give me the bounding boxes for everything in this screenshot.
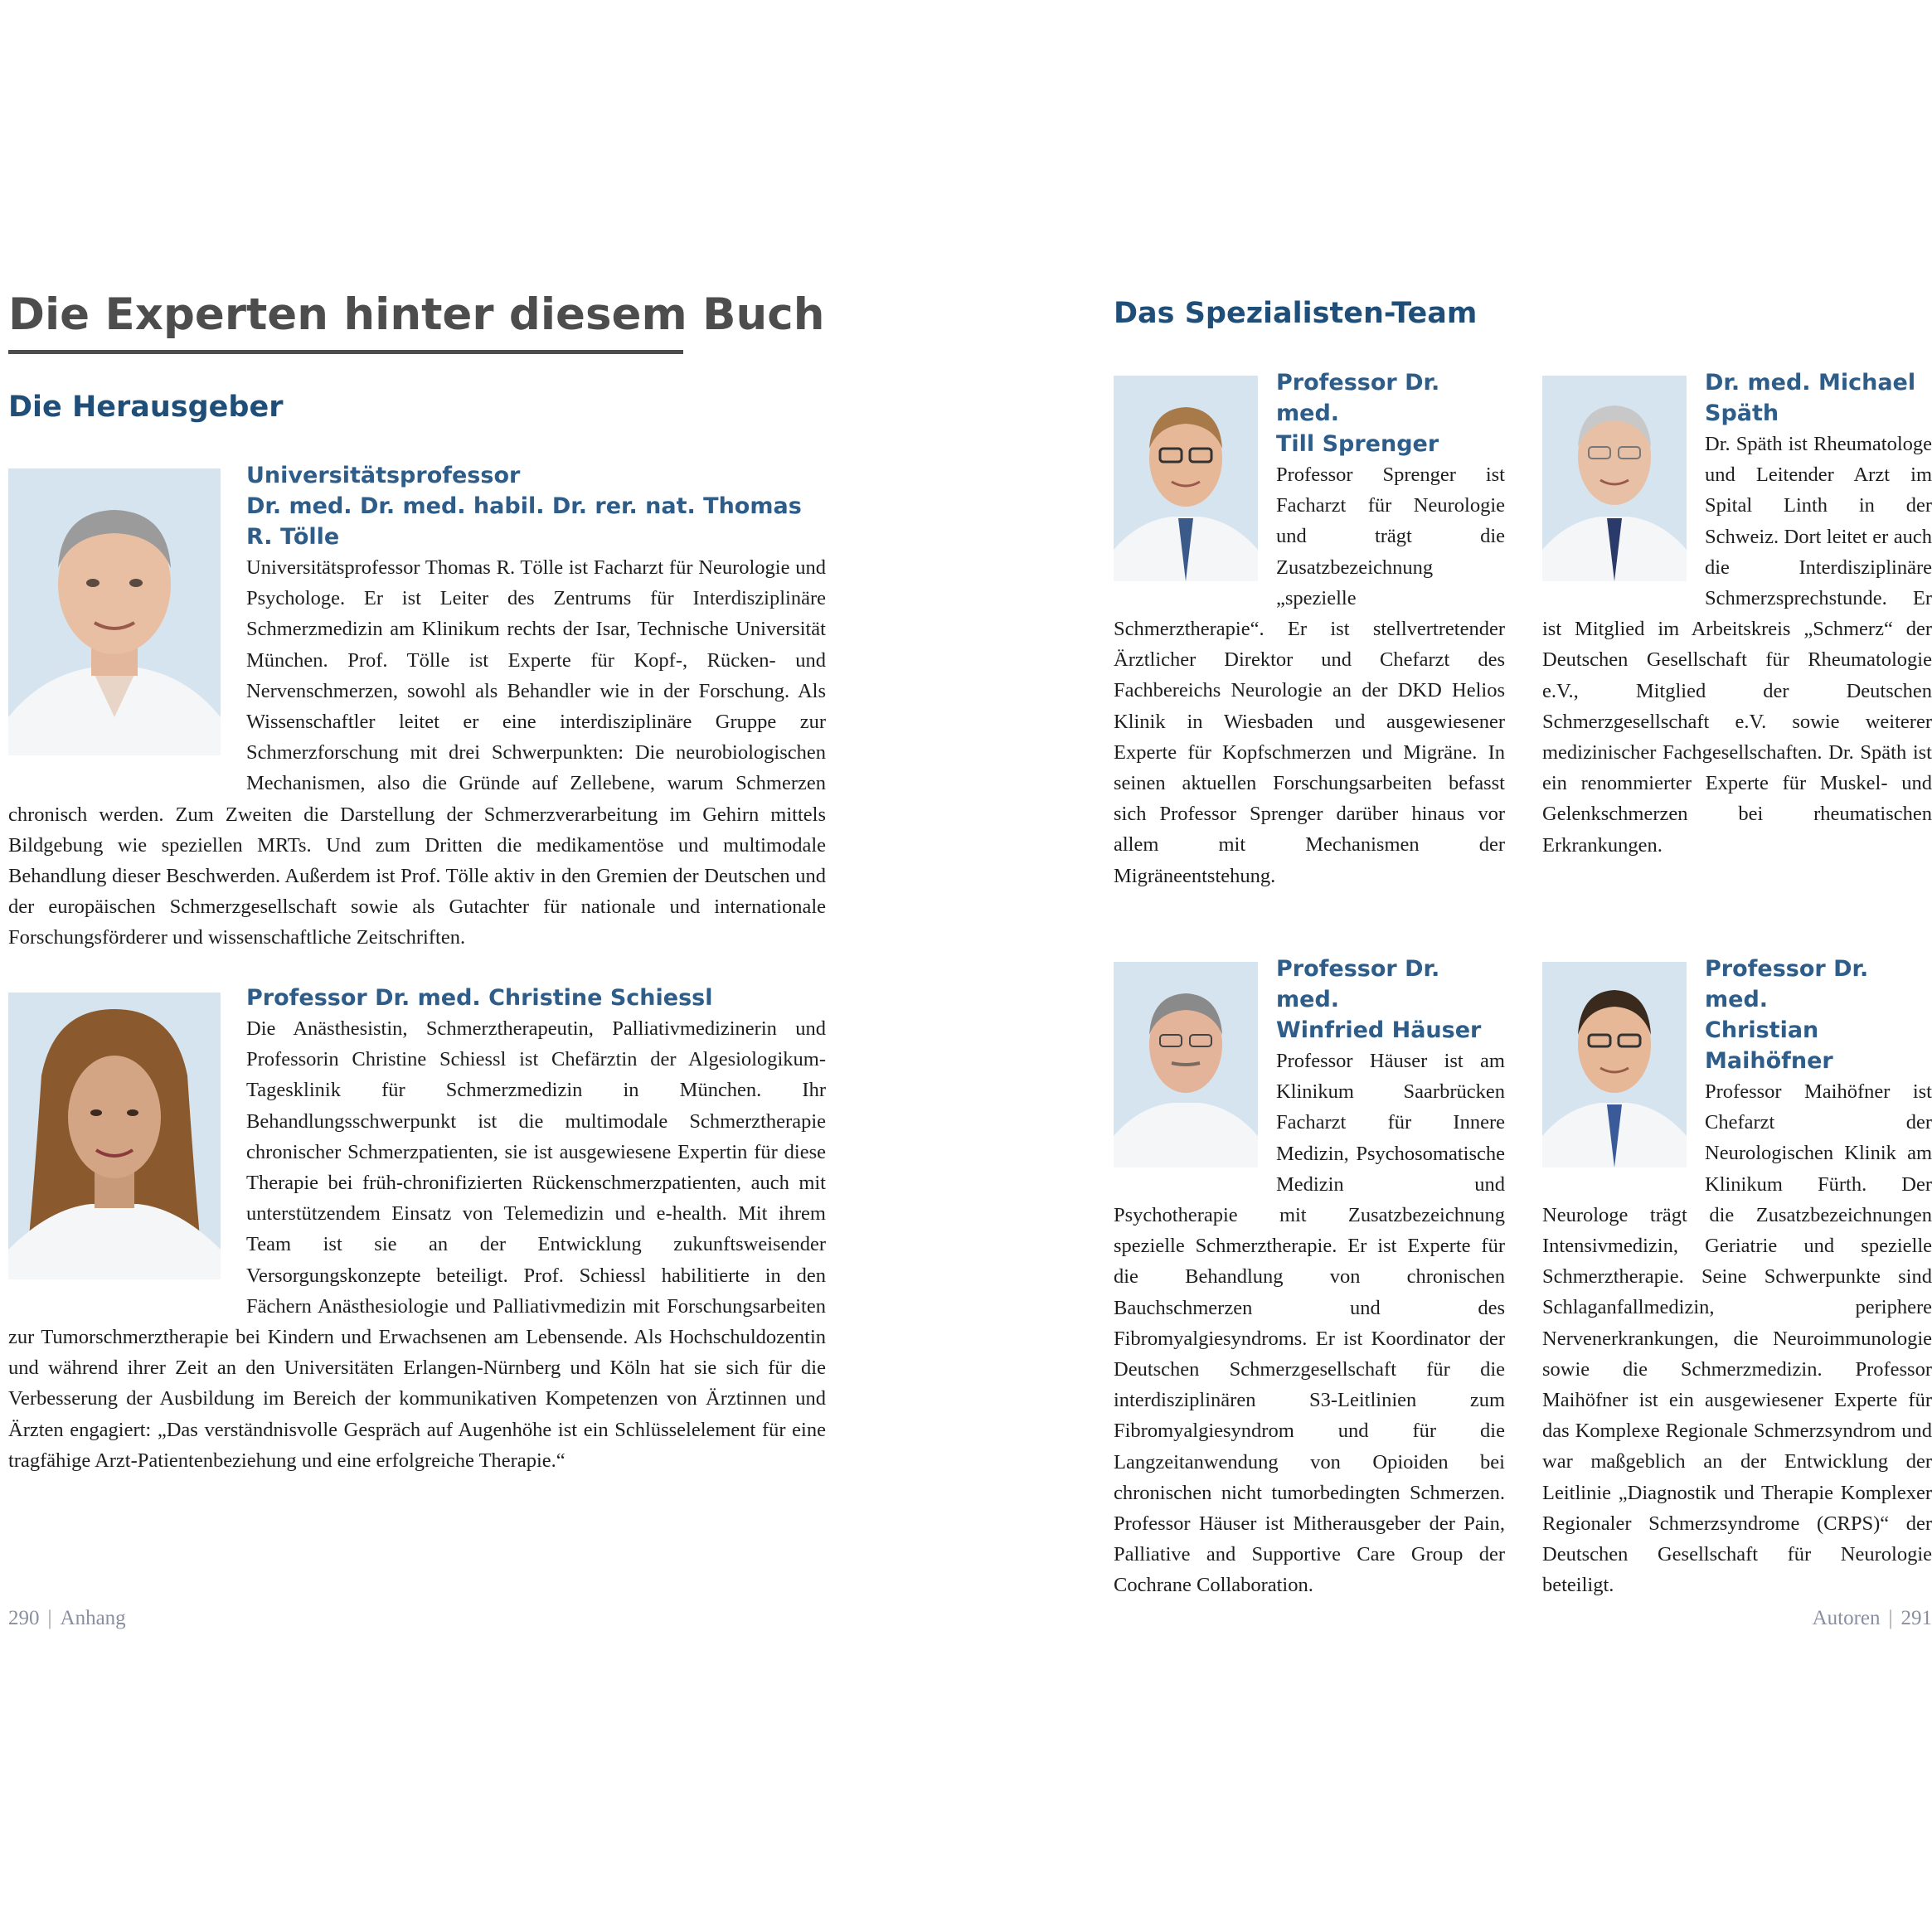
bio-till-sprenger xyxy=(1114,367,1505,891)
bio-text: Die Anästhesistin, Schmerztherapeutin, Palliativmedizinerin und Professorin Christine Schiessl ist Chefärztin der Algesiologikum-Tagesklinik für Schmerzmedizin in München. Ihr Behandlungsschwerpunkt ist die multimodale Schmerztherapie chronischer Schmerzpatienten, sie ist ausgewiesene Expertin für diese Therapie bei früh-chronifizierten Rückenschmerzpatienten, auch mit unterstützendem Einsatz von Telemedizin und e-health. Mit ihrem Team ist sie an der Entwicklung zukunftsweisender Versorgungskonzepte beteiligt. Prof. Schiessl habilitierte in den Fächern Anästhesiologie und Palliativmedizin mit Forschungsarbeiten zur Tumorschmerztherapie bei Kindern und Erwachsenen am Lebensende. Als Hochschuldozentin und während ihrer Zeit an den Universitäten Erlangen-Nürnberg und Köln hat sie sich für die Verbesserung der Ausbildung im Bereich der kommunikativen Kompetenzen von Ärztinnen und Ärzten engagiert: „Das verständnisvolle Gespräch auf Augenhöhe ist ein Schlüsselelement für eine tragfähige Arzt-Patientenbeziehung und eine erfolgreiche Therapie.“ xyxy=(8,1017,826,1472)
bio-thomas-toelle xyxy=(8,460,826,954)
footer-label: Anhang xyxy=(60,1607,126,1629)
footer-right: Autoren | 291 xyxy=(1812,1607,1932,1629)
footer-left: 290 | Anhang xyxy=(8,1607,126,1629)
bio-christian-maihoefner xyxy=(1542,954,1932,1600)
name-line: Universitätsprofessor xyxy=(246,463,521,488)
name-line: Winfried Häuser xyxy=(1276,1017,1482,1043)
name-line: Till Sprenger xyxy=(1276,431,1439,457)
footer-label: Autoren xyxy=(1812,1607,1881,1629)
page-number: 291 xyxy=(1900,1607,1932,1629)
page-number: 290 xyxy=(8,1607,40,1629)
section-title-editors: Die Herausgeber xyxy=(8,391,284,424)
name-line: Professor Dr. med. xyxy=(1705,956,1869,1012)
bio-text: Dr. Späth ist Rheumatologe und Leitender Arzt im Spital Linth in der Schweiz. Dort leitet er auch die Interdisziplinäre Schmerzsprechstunde. Er ist Mitglied im Arbeitskreis „Schmerz“ der Deutschen Gesellschaft für Rheumatologie e.V., Mitglied der Deutschen Schmerzgesellschaft e.V. sowie weiterer medizinischer Fachgesellschaften. Dr. Späth ist ein renommierter Experte für Muskel- und Gelenkschmerzen bei rheumatischen Erkrankungen. xyxy=(1542,433,1932,857)
bio-text: Professor Maihöfner ist Chefarzt der Neurologischen Klinik am Klinikum Fürth. Der Neurologe trägt die Zusatzbezeichnungen Intensivmedizin, Geriatrie und spezielle Schmerztherapie. Seine Schwerpunkte sind Schlaganfallmedizin, periphere Nervenerkrankungen, die Neuroimmunologie sowie die Schmerzmedizin. Professor Maihöfner ist ein ausgewiesener Experte für das Komplexe Regionale Schmerzsyndrom und war maßgeblich an der Entwicklung der Leitlinie „Diagnostik und Therapie Komplexer Regionaler Schmerzsyndrome (CRPS)“ der Deutschen Gesellschaft für Neurologie beteiligt. xyxy=(1542,1080,1932,1597)
name-line: Dr. med. Dr. med. habil. Dr. rer. nat. Thomas R. Tölle xyxy=(246,493,802,550)
name-line: Dr. med. Michael xyxy=(1705,370,1916,396)
bio-text: Universitätsprofessor Thomas R. Tölle ist Facharzt für Neurologie und Psychologe. Er ist Leiter des Zentrums für Interdisziplinäre Schmerzmedizin am Klinikum rechts der Isar, Technische Universität München. Prof. Tölle ist Experte für Kopf-, Rücken- und Nervenschmerzen, sowohl als Behandler wie in der Forschung. Als Wissenschaftler leitet er eine interdisziplinäre Gruppe zur Schmerzforschung mit drei Schwerpunkten: Die neurobiologischen Mechanismen, also die Gründe auf Zellebene, warum Schmerzen chronisch werden. Zum Zweiten die Darstellung der Schmerzverarbeitung im Gehirn mittels Bildgebung wie speziellen MRTs. Und zum Dritten die medikamentöse und multimodale Behandlung dieser Beschwerden. Außerdem ist Prof. Tölle aktiv in den Gremien der Deutschen und der europäischen Schmerzgesellschaft sowie als Gutachter für nationale und internationale Forschungsförderer und wissenschaftliche Zeitschriften. xyxy=(8,556,826,949)
section-title-specialists: Das Spezialisten-Team xyxy=(1114,297,1478,330)
name-line: Professor Dr. med. xyxy=(1276,956,1440,1012)
bio-michael-spaeth xyxy=(1542,367,1932,861)
name-line: Christian Maihöfner xyxy=(1705,1017,1833,1074)
bio-text: Professor Sprenger ist Facharzt für Neurologie und trägt die Zusatzbezeichnung „spezielle Schmerztherapie“. Er ist stellvertretender Ärztlicher Direktor und Chefarzt des Fachbereichs Neurologie an der DKD Helios Klinik in Wiesbaden und ausgewiesener Experte für Kopfschmerzen und Migräne. In seinen aktuellen Forschungsarbeiten befasst sich Professor Sprenger darüber hinaus vor allem mit Mechanismen der Migräneentstehung. xyxy=(1114,464,1505,887)
name-line: Professor Dr. med. xyxy=(1276,370,1440,426)
bio-winfried-haeuser xyxy=(1114,954,1505,1601)
bio-text: Professor Häuser ist am Klinikum Saarbrücken Facharzt für Innere Medizin, Psychosomatische Medizin und Psychotherapie mit Zusatzbezeichnung spezielle Schmerztherapie. Er ist Experte für die Behandlung von chronischen Bauchschmerzen und des Fibromyalgiesyndroms. Er ist Koordinator der Deutschen Schmerzgesellschaft für die interdisziplinären S3-Leitlinien zum Fibromyalgiesyndrom und für die Langzeitanwendung von Opioiden bei chronischen nicht tumorbedingten Schmerzen. Professor Häuser ist Mitherausgeber der Pain, Palliative and Supportive Care Group der Cochrane Collaboration. xyxy=(1114,1050,1505,1597)
page-title: Die Experten hinter diesem Buch xyxy=(8,289,683,354)
name-line: Professor Dr. med. Christine Schiessl xyxy=(246,985,713,1011)
bio-christine-schiessl xyxy=(8,983,826,1476)
name-line: Späth xyxy=(1705,400,1779,426)
